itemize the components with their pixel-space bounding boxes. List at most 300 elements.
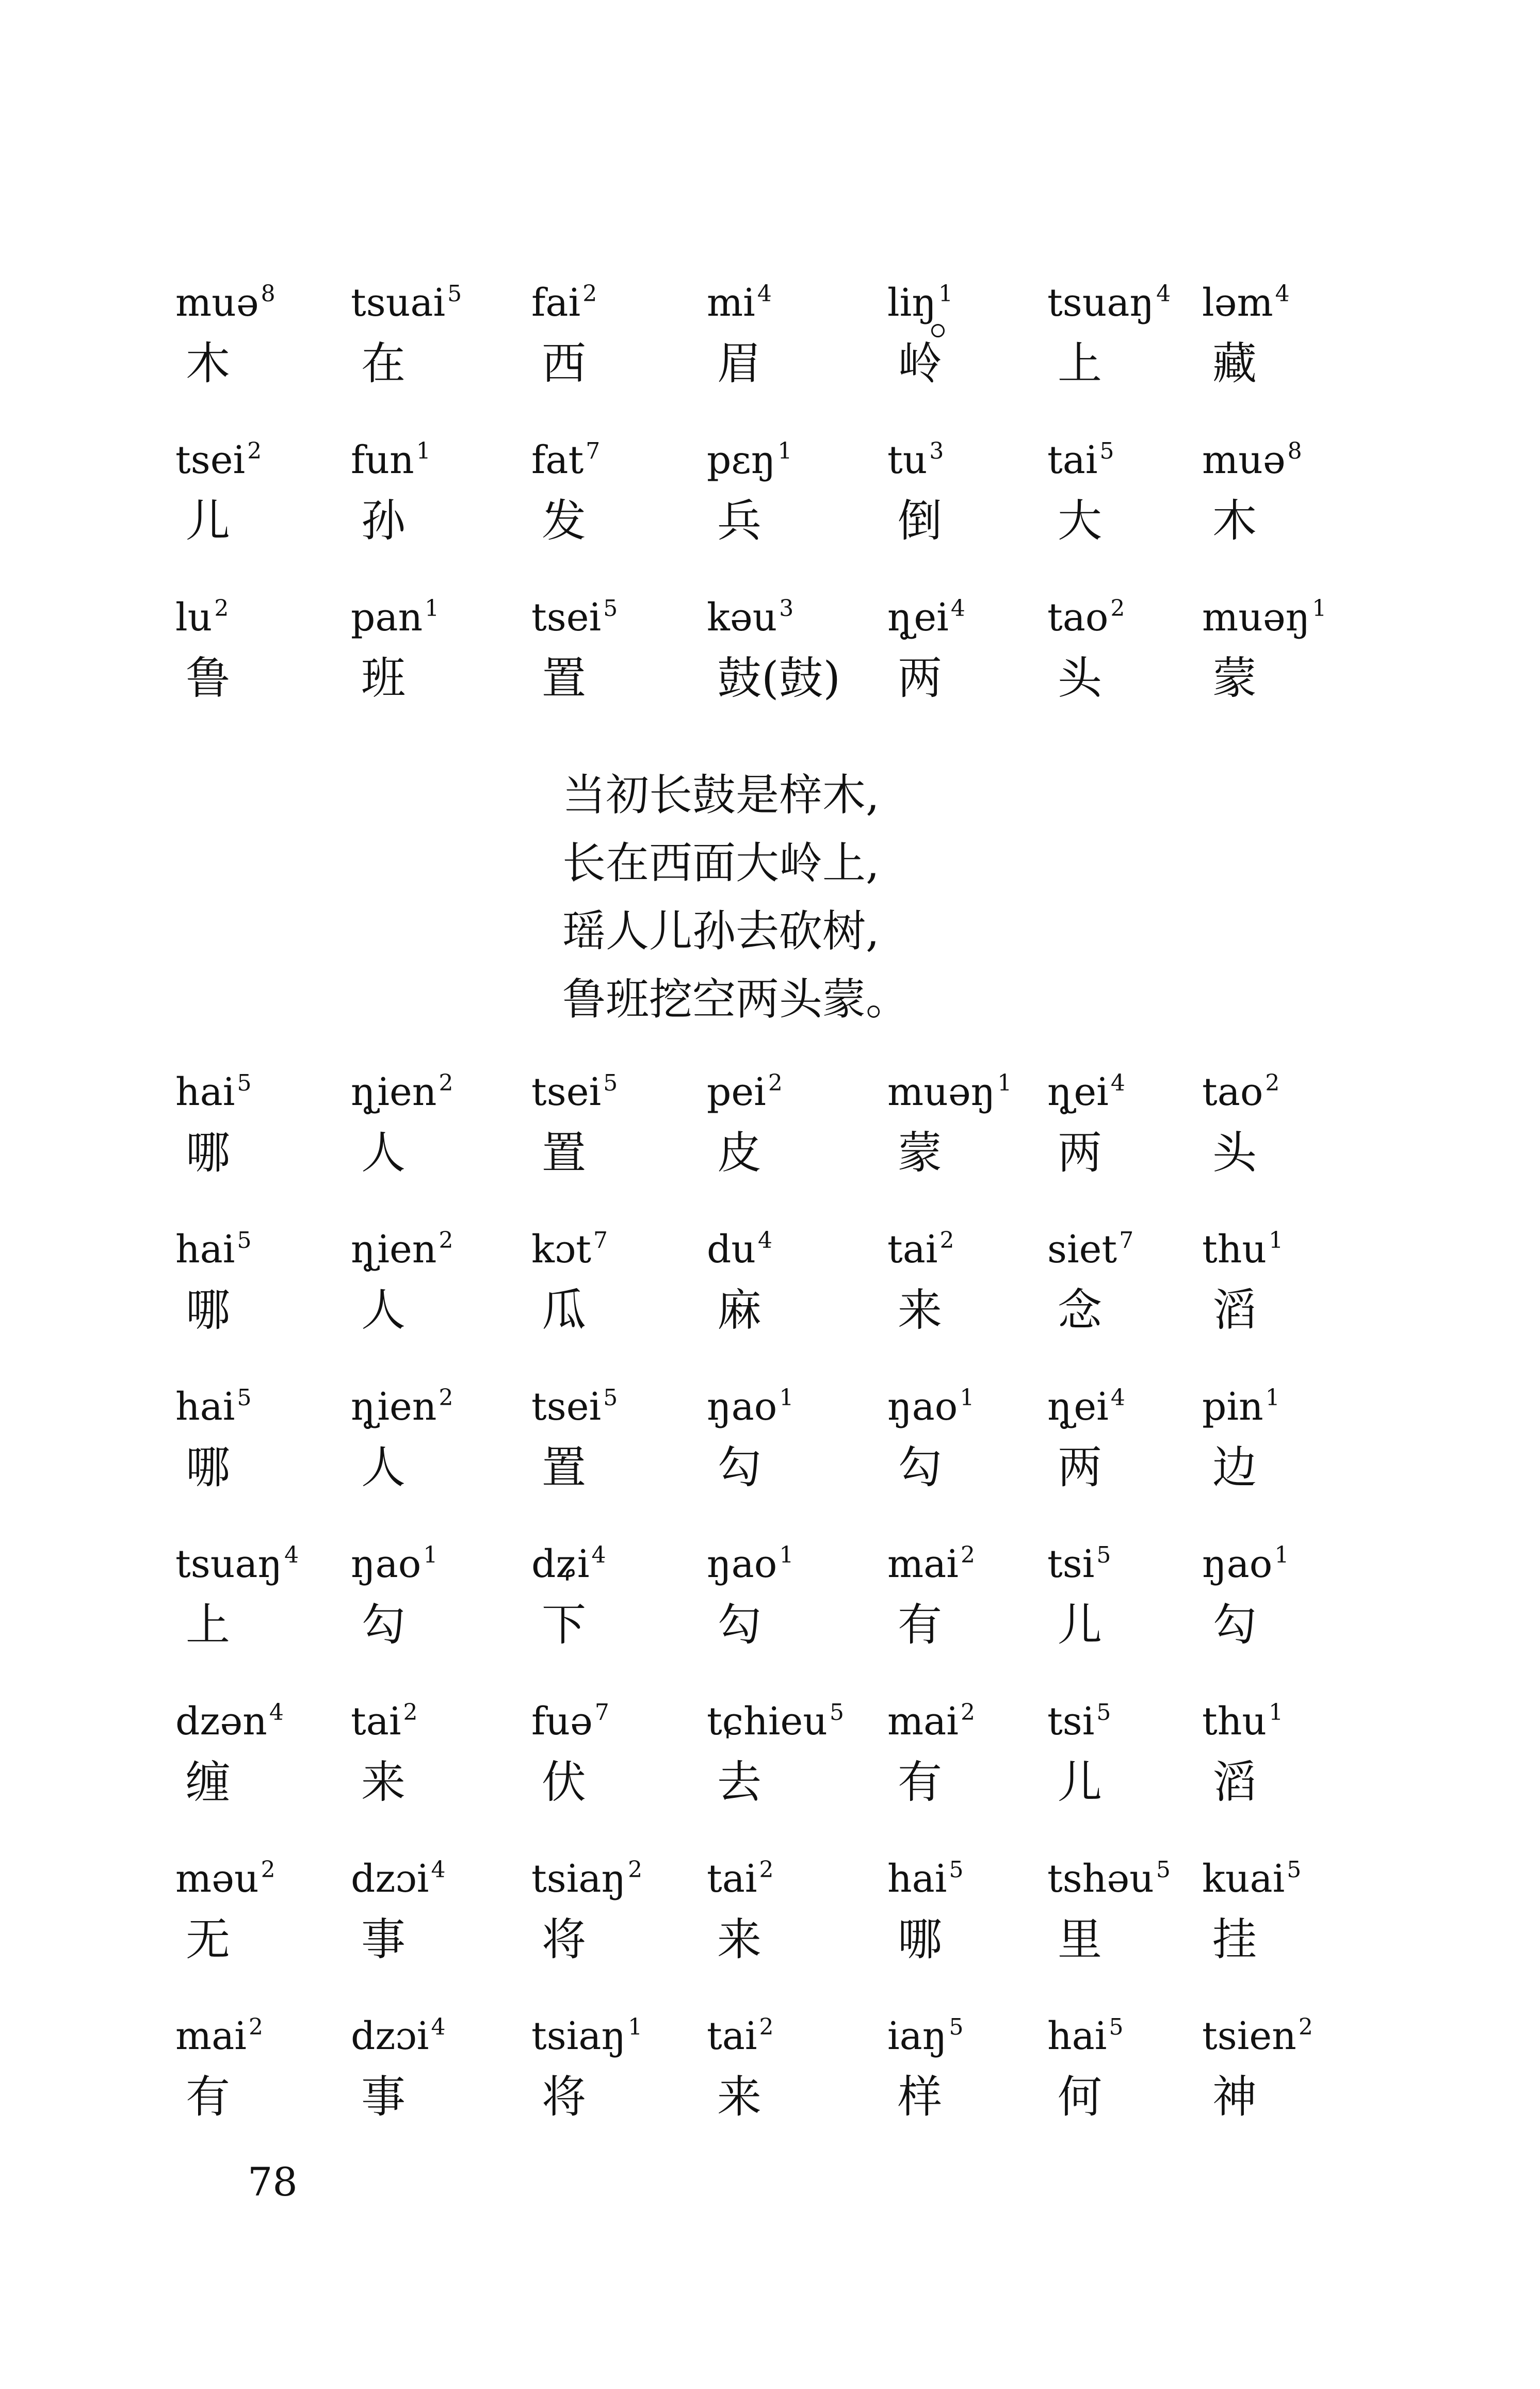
chinese-gloss: 神	[1212, 2071, 1257, 2123]
tone-number: 2	[439, 1070, 453, 1096]
romanization	[707, 1844, 877, 1905]
chinese-gloss: 人	[361, 1285, 406, 1336]
syllable: fuə	[531, 1699, 593, 1744]
tone-number: 7	[593, 1227, 608, 1254]
syllable: tao	[1202, 1070, 1263, 1114]
chinese-gloss: 里	[1058, 1914, 1102, 1965]
gloss-cell	[175, 1844, 346, 1999]
romanization	[351, 426, 521, 486]
tone-number: 1	[1312, 595, 1327, 622]
syllable: pan	[351, 595, 423, 640]
romanization	[887, 426, 1058, 486]
gloss-cell	[531, 268, 702, 423]
tone-number: 5	[447, 281, 462, 307]
gloss-cell	[887, 583, 1058, 738]
verse-line: 当初长鼓是梓木,	[562, 770, 880, 820]
tone-number: 5	[1287, 1857, 1302, 1883]
syllable: kuai	[1202, 1857, 1285, 1901]
gloss-row	[175, 1530, 1362, 1684]
tone-number: 2	[1265, 1070, 1280, 1096]
chinese-gloss: 头	[1212, 1127, 1257, 1179]
chinese-gloss: 上	[186, 1599, 230, 1651]
syllable: ləm	[1202, 281, 1273, 325]
gloss-cell	[351, 1372, 521, 1527]
gloss-cell	[1047, 1687, 1218, 1842]
gloss-cell	[531, 1058, 702, 1212]
tone-number: 2	[248, 2014, 263, 2040]
romanization	[351, 583, 521, 643]
page-number: 78	[248, 2159, 298, 2205]
chinese-gloss: 孙	[361, 495, 406, 547]
romanization	[531, 268, 702, 329]
gloss-cell	[887, 1530, 1058, 1684]
tone-number: 1	[997, 1070, 1012, 1096]
romanization	[887, 583, 1058, 643]
syllable: liŋ	[887, 281, 936, 325]
chinese-gloss: 人	[361, 1442, 406, 1493]
syllable: tsei	[531, 1070, 602, 1114]
tone-number: 1	[938, 281, 953, 307]
gloss-cell	[351, 583, 521, 738]
romanization	[1202, 426, 1372, 486]
romanization	[351, 1372, 521, 1433]
tone-number: 5	[603, 1070, 618, 1096]
syllable: hai	[887, 1857, 947, 1901]
romanization	[175, 1530, 346, 1590]
tone-number: 4	[284, 1542, 299, 1568]
chinese-gloss: 念	[1058, 1285, 1102, 1336]
chinese-gloss: 儿	[1058, 1757, 1102, 1808]
gloss-cell	[707, 1844, 877, 1999]
gloss-cell	[531, 1687, 702, 1842]
chinese-gloss: 何	[1058, 2071, 1102, 2123]
gloss-row	[175, 1372, 1362, 1527]
tone-number: 5	[1109, 2014, 1124, 2040]
gloss-cell	[1202, 1058, 1372, 1212]
gloss-cell	[1202, 1215, 1372, 1370]
gloss-row	[175, 1844, 1362, 1999]
syllable: dzɔi	[351, 1857, 429, 1901]
chinese-gloss: 哪	[186, 1127, 230, 1179]
gloss-cell	[175, 1372, 346, 1527]
romanization	[1047, 1844, 1218, 1905]
syllable: tsuaŋ	[175, 1542, 283, 1586]
gloss-cell	[707, 583, 877, 738]
gloss-cell	[175, 2002, 346, 2156]
tone-number: 2	[768, 1070, 783, 1096]
tone-number: 5	[1099, 438, 1114, 464]
romanization	[1202, 583, 1372, 643]
romanization	[531, 583, 702, 643]
gloss-cell	[887, 1215, 1058, 1370]
gloss-cell	[1047, 1844, 1218, 1999]
chinese-gloss: 蒙	[1212, 653, 1257, 704]
tone-number: 4	[1156, 281, 1171, 307]
syllable: hai	[175, 1070, 235, 1114]
tone-number: 1	[1274, 1542, 1289, 1568]
gloss-cell	[175, 583, 346, 738]
gloss-cell	[707, 426, 877, 580]
tone-number: 2	[628, 1857, 643, 1883]
chinese-gloss: 麻	[717, 1285, 761, 1336]
tone-number: 1	[777, 438, 792, 464]
romanization	[351, 1844, 521, 1905]
romanization	[887, 1215, 1058, 1275]
syllable: ŋao	[1202, 1542, 1273, 1586]
romanization	[1047, 1058, 1218, 1118]
romanization	[1047, 583, 1218, 643]
chinese-gloss: 大	[1058, 495, 1102, 547]
tone-number: 1	[628, 2014, 643, 2040]
romanization	[175, 1687, 346, 1747]
tone-number: 1	[425, 595, 440, 622]
gloss-cell	[351, 426, 521, 580]
tone-number: 1	[779, 1542, 794, 1568]
gloss-cell	[531, 1530, 702, 1684]
romanization	[1047, 426, 1218, 486]
chinese-gloss: 滔	[1212, 1757, 1257, 1808]
chinese-gloss: 倒	[898, 495, 942, 547]
syllable: kəu	[707, 595, 777, 640]
romanization	[707, 1530, 877, 1590]
romanization	[175, 1844, 346, 1905]
gloss-cell	[175, 268, 346, 423]
chinese-gloss: 哪	[186, 1442, 230, 1493]
romanization	[707, 1372, 877, 1433]
chinese-gloss: 将	[542, 2071, 586, 2123]
tone-number: 2	[214, 595, 229, 622]
chinese-gloss: 眉	[717, 338, 761, 389]
gloss-cell	[531, 1372, 702, 1527]
tone-number: 5	[949, 2014, 964, 2040]
tone-number: 8	[261, 281, 275, 307]
romanization	[1047, 1687, 1218, 1747]
syllable: ɳ̥ien	[351, 1385, 437, 1429]
syllable: muə	[175, 281, 259, 325]
gloss-cell	[887, 2002, 1058, 2156]
tone-number: 2	[759, 2014, 774, 2040]
tone-number: 2	[759, 1857, 774, 1883]
syllable: tsei	[175, 438, 246, 482]
romanization	[1202, 2002, 1372, 2062]
syllable: tsei	[531, 1385, 602, 1429]
tone-number: 2	[582, 281, 597, 307]
tone-number: 2	[1298, 2014, 1313, 2040]
tone-number: 4	[950, 595, 965, 622]
syllable: mi	[707, 281, 755, 325]
syllable: tsi	[1047, 1542, 1095, 1586]
syllable: iaŋ	[887, 2014, 947, 2058]
romanization	[531, 1687, 702, 1747]
syllable: du	[707, 1227, 756, 1272]
syllable: tai	[707, 2014, 757, 2058]
tone-number: 7	[594, 1699, 609, 1726]
gloss-cell	[887, 1844, 1058, 1999]
syllable: hai	[175, 1227, 235, 1272]
gloss-cell	[887, 426, 1058, 580]
chinese-gloss: 挂	[1212, 1914, 1257, 1965]
syllable: hai	[1047, 2014, 1107, 2058]
chinese-gloss: 样	[898, 2071, 942, 2123]
syllable: pin	[1202, 1385, 1263, 1429]
tone-number: 5	[237, 1385, 252, 1411]
chinese-gloss: 勾	[717, 1442, 761, 1493]
chinese-gloss: 缠	[186, 1757, 230, 1808]
chinese-gloss: 滔	[1212, 1285, 1257, 1336]
syllable: ɳ̥ien	[351, 1227, 437, 1272]
chinese-gloss: 有	[898, 1599, 942, 1651]
gloss-cell	[1047, 1372, 1218, 1527]
gloss-cell	[1047, 426, 1218, 580]
romanization	[887, 268, 1058, 329]
gloss-cell	[351, 1687, 521, 1842]
gloss-cell	[707, 1215, 877, 1370]
tone-number: 4	[1275, 281, 1290, 307]
syllable: tai	[707, 1857, 757, 1901]
syllable: tsuai	[351, 281, 446, 325]
gloss-cell	[1202, 426, 1372, 580]
gloss-cell	[887, 268, 1058, 423]
chinese-gloss: 两	[898, 653, 942, 704]
verse	[562, 761, 1233, 1033]
syllable: ɳ̥ei	[1047, 1385, 1109, 1429]
tone-number: 5	[1096, 1699, 1111, 1726]
syllable: ŋao	[707, 1385, 777, 1429]
gloss-cell	[707, 1687, 877, 1842]
syllable: tai	[887, 1227, 938, 1272]
tone-number: 7	[586, 438, 601, 464]
tone-number: 1	[960, 1385, 975, 1411]
gloss-cell	[1047, 1058, 1218, 1212]
syllable: ɳ̥ien	[351, 1070, 437, 1114]
chinese-gloss: 将	[542, 1914, 586, 1965]
gloss-cell	[1202, 1844, 1372, 1999]
tone-number: 2	[439, 1227, 453, 1254]
chinese-gloss: 置	[542, 1442, 586, 1493]
chinese-gloss: 两	[1058, 1442, 1102, 1493]
romanization	[1202, 1530, 1372, 1590]
verse-line: 长在西面大岭上,	[562, 838, 880, 888]
syllable: tu	[887, 438, 928, 482]
tone-number: 4	[591, 1542, 606, 1568]
romanization	[1047, 1530, 1218, 1590]
romanization	[707, 268, 877, 329]
romanization	[175, 2002, 346, 2062]
chinese-gloss: 兵	[717, 495, 761, 547]
syllable: mai	[887, 1542, 959, 1586]
interlinear-bottom	[175, 1058, 1362, 2141]
tone-number: 4	[1110, 1070, 1125, 1096]
romanization	[1202, 1058, 1372, 1118]
romanization	[351, 268, 521, 329]
chinese-gloss: 有	[898, 1757, 942, 1808]
gloss-cell	[351, 2002, 521, 2156]
tone-number: 1	[779, 1385, 794, 1411]
romanization	[175, 268, 346, 329]
chinese-gloss: 两	[1058, 1127, 1102, 1179]
chinese-gloss: 伏	[542, 1757, 586, 1808]
verse-line: 瑶人儿孙去砍树,	[562, 906, 880, 956]
tone-number: 7	[1119, 1227, 1134, 1254]
chinese-gloss: 岭	[898, 338, 942, 389]
gloss-cell	[351, 1844, 521, 1999]
syllable: muə	[1202, 438, 1286, 482]
romanization	[351, 1215, 521, 1275]
tone-number: 1	[423, 1542, 438, 1568]
gloss-cell	[351, 268, 521, 423]
gloss-row	[175, 583, 1362, 738]
gloss-cell	[887, 1372, 1058, 1527]
syllable: tai	[351, 1699, 401, 1744]
gloss-cell	[531, 583, 702, 738]
tone-number: 2	[960, 1699, 975, 1726]
romanization	[1202, 1687, 1372, 1747]
syllable: tao	[1047, 595, 1109, 640]
syllable: kɔt	[531, 1227, 592, 1272]
gloss-row	[175, 2002, 1362, 2156]
chinese-gloss: 哪	[186, 1285, 230, 1336]
syllable: tsien	[1202, 2014, 1296, 2058]
chinese-gloss: 鼓(鼓)	[717, 653, 841, 704]
romanization	[887, 1530, 1058, 1590]
gloss-cell	[707, 1372, 877, 1527]
tone-number: 4	[1110, 1385, 1125, 1411]
romanization	[175, 1372, 346, 1433]
romanization	[707, 583, 877, 643]
tone-number: 1	[416, 438, 431, 464]
tone-number: 2	[1110, 595, 1125, 622]
chinese-gloss: 头	[1058, 653, 1102, 704]
tone-number: 4	[431, 1857, 446, 1883]
syllable: fat	[531, 438, 584, 482]
chinese-gloss: 来	[361, 1757, 406, 1808]
syllable: tsiaŋ	[531, 1857, 626, 1901]
interlinear-top	[175, 268, 1362, 733]
chinese-gloss: 事	[361, 1914, 406, 1965]
syllable: tɕhieu	[707, 1699, 828, 1744]
syllable: ɳ̥ei	[1047, 1070, 1109, 1114]
syllable: lu	[175, 595, 213, 640]
gloss-cell	[707, 268, 877, 423]
gloss-cell	[1047, 268, 1218, 423]
chinese-gloss: 勾	[1212, 1599, 1257, 1651]
romanization	[887, 1844, 1058, 1905]
syllable: hai	[175, 1385, 235, 1429]
romanization	[1202, 1372, 1372, 1433]
romanization	[531, 1844, 702, 1905]
tone-number: 1	[1269, 1227, 1284, 1254]
gloss-cell	[707, 1058, 877, 1212]
romanization	[351, 2002, 521, 2062]
romanization	[1047, 1372, 1218, 1433]
syllable: muəŋ	[887, 1070, 996, 1114]
gloss-cell	[531, 426, 702, 580]
gloss-cell	[1202, 1687, 1372, 1842]
gloss-cell	[707, 2002, 877, 2156]
romanization	[707, 1687, 877, 1747]
syllable: ɳ̥ei	[887, 595, 949, 640]
chinese-gloss: 无	[186, 1914, 230, 1965]
romanization	[351, 1058, 521, 1118]
chinese-gloss: 置	[542, 653, 586, 704]
gloss-cell	[531, 2002, 702, 2156]
chinese-gloss: 勾	[361, 1599, 406, 1651]
gloss-cell	[1047, 2002, 1218, 2156]
gloss-cell	[351, 1215, 521, 1370]
tone-number: 2	[439, 1385, 453, 1411]
gloss-cell	[1202, 1530, 1372, 1684]
romanization	[531, 1372, 702, 1433]
syllable: muəŋ	[1202, 595, 1310, 640]
gloss-cell	[175, 1215, 346, 1370]
chinese-gloss: 勾	[898, 1442, 942, 1493]
tone-number: 5	[237, 1227, 252, 1254]
syllable: pɛŋ	[707, 438, 776, 482]
syllable: mai	[175, 2014, 247, 2058]
chinese-gloss: 鲁	[186, 653, 230, 704]
chinese-gloss: 人	[361, 1127, 406, 1179]
tone-number: 2	[939, 1227, 954, 1254]
gloss-cell	[1202, 268, 1372, 423]
gloss-cell	[531, 1844, 702, 1999]
tone-number: 8	[1287, 438, 1302, 464]
syllable: dʑi	[531, 1542, 590, 1586]
chinese-gloss: 去	[717, 1757, 761, 1808]
chinese-gloss: 哪	[898, 1914, 942, 1965]
chinese-gloss: 来	[898, 1285, 942, 1336]
tone-number: 5	[603, 1385, 618, 1411]
gloss-row	[175, 1058, 1362, 1212]
gloss-cell	[175, 1687, 346, 1842]
chinese-gloss: 木	[1212, 495, 1257, 547]
romanization	[531, 1215, 702, 1275]
gloss-cell	[887, 1058, 1058, 1212]
tone-number: 5	[829, 1699, 844, 1726]
syllable: məu	[175, 1857, 259, 1901]
chinese-gloss: 在	[361, 338, 406, 389]
romanization	[531, 1530, 702, 1590]
romanization	[175, 1058, 346, 1118]
chinese-gloss: 来	[717, 2071, 761, 2123]
romanization	[175, 1215, 346, 1275]
romanization	[887, 1687, 1058, 1747]
gloss-cell	[1202, 1372, 1372, 1527]
romanization	[1047, 268, 1218, 329]
gloss-cell	[1202, 583, 1372, 738]
romanization	[707, 2002, 877, 2062]
syllable: tsi	[1047, 1699, 1095, 1744]
syllable: ŋao	[707, 1542, 777, 1586]
romanization	[351, 1687, 521, 1747]
tone-number: 1	[1265, 1385, 1280, 1411]
chinese-gloss: 瓜	[542, 1285, 586, 1336]
romanization	[707, 1058, 877, 1118]
romanization	[887, 1058, 1058, 1118]
romanization	[1202, 268, 1372, 329]
tone-number: 5	[603, 595, 618, 622]
romanization	[1047, 1215, 1218, 1275]
tone-number: 2	[261, 1857, 275, 1883]
romanization	[175, 583, 346, 643]
romanization	[1047, 2002, 1218, 2062]
syllable: tshəu	[1047, 1857, 1154, 1901]
romanization	[1202, 1215, 1372, 1275]
chinese-gloss: 来	[717, 1914, 761, 1965]
chinese-gloss: 置	[542, 1127, 586, 1179]
tone-number: 5	[237, 1070, 252, 1096]
tone-number: 4	[269, 1699, 284, 1726]
tone-number: 5	[1096, 1542, 1111, 1568]
